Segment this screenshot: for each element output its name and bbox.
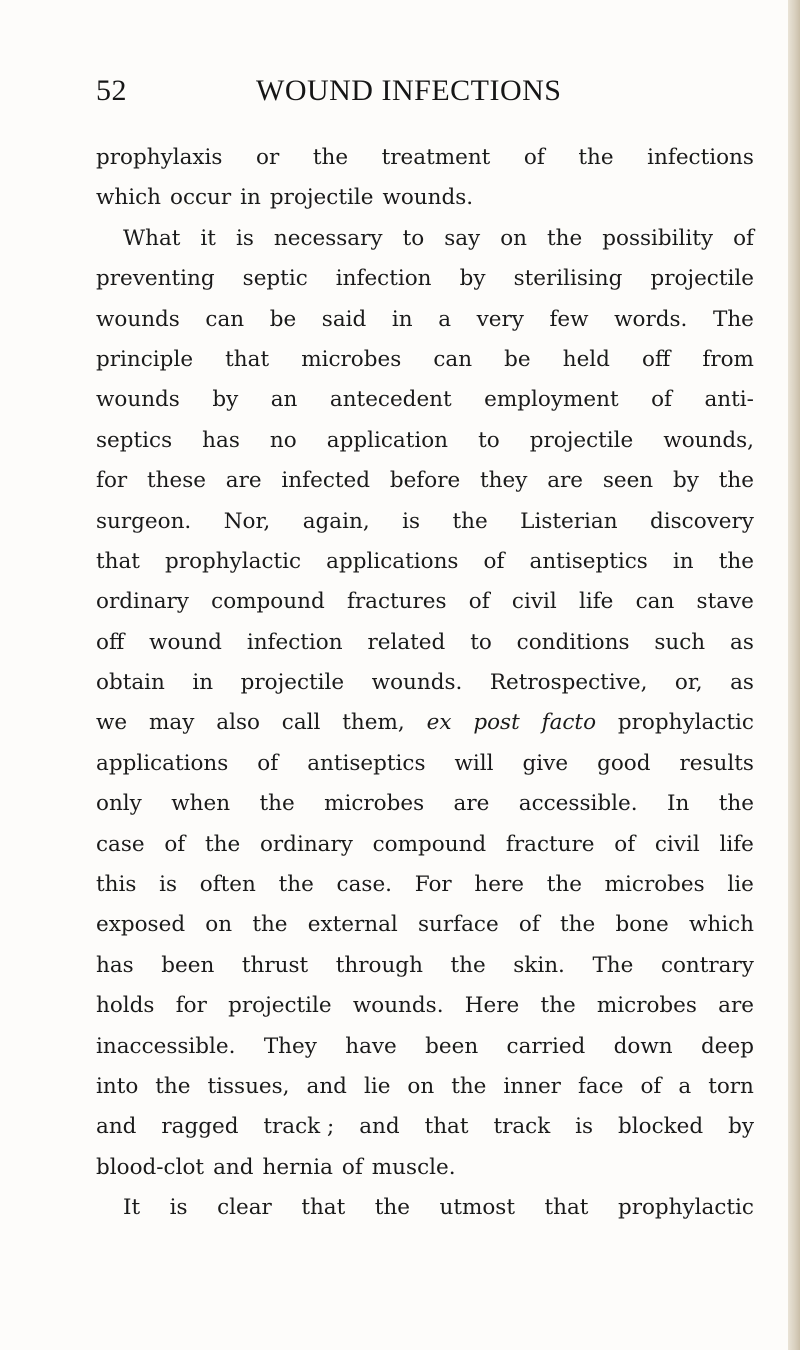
word: track [493, 1114, 551, 1140]
word: wounds [96, 387, 180, 413]
word: often [199, 872, 256, 898]
word: them, [342, 710, 405, 736]
word: of [651, 387, 672, 413]
word: on [205, 912, 233, 938]
word: the [578, 145, 614, 170]
word: life [719, 831, 754, 857]
word: necessary [273, 225, 383, 251]
word: employment [484, 387, 619, 413]
word: related [367, 629, 446, 655]
word: the [560, 912, 596, 938]
word: civil [654, 831, 700, 857]
word: will [454, 750, 494, 776]
word: projectile [269, 185, 374, 211]
word: antiseptics [529, 548, 648, 574]
word: Listerian [520, 508, 618, 534]
word: external [307, 912, 398, 938]
word: held [562, 346, 610, 372]
text-line [96, 825, 754, 865]
word: by [728, 1114, 754, 1140]
word: has [96, 952, 134, 978]
word: of [341, 1154, 363, 1180]
word: the [374, 1195, 410, 1221]
word: only [96, 791, 142, 817]
word: carried [506, 1033, 586, 1059]
text-line [96, 582, 754, 622]
text-line [96, 865, 754, 905]
word: stave [696, 589, 754, 615]
word: The [592, 952, 634, 978]
word: possibility [602, 225, 714, 251]
word: antiseptics [307, 750, 426, 776]
word: is [402, 508, 421, 534]
word: this [96, 872, 137, 898]
word: exposed [96, 912, 186, 938]
word: that [225, 346, 270, 372]
word: from [702, 346, 754, 372]
word: into [96, 1073, 139, 1099]
text-line [96, 542, 754, 582]
word: face [577, 1073, 624, 1099]
word: and [306, 1073, 347, 1099]
word: conditions [516, 629, 630, 655]
word: lie [727, 872, 754, 898]
text-line [96, 1188, 754, 1228]
word: is [169, 1195, 188, 1221]
word: the [718, 791, 754, 817]
word: discovery [650, 508, 754, 534]
text-line [96, 219, 754, 259]
page-edge-shadow [788, 0, 800, 1350]
word: by [459, 266, 486, 292]
text-line [96, 946, 754, 986]
word: For [414, 872, 452, 898]
word: that [96, 548, 140, 574]
word: has [202, 427, 240, 453]
word: are [453, 791, 490, 817]
word: on [407, 1073, 435, 1099]
word: civil [511, 589, 557, 615]
word: fracture [505, 831, 595, 857]
word: good [597, 750, 651, 776]
word: surface [418, 912, 499, 938]
word: say [444, 225, 481, 251]
word: inaccessible. [96, 1033, 236, 1059]
text-line [96, 703, 754, 743]
word: the [205, 831, 241, 857]
word: for [175, 993, 207, 1019]
word: case. [336, 872, 392, 898]
word: torn [708, 1073, 754, 1099]
word: fractures [346, 589, 447, 615]
word: applications [96, 750, 229, 776]
word: sterilising [513, 266, 623, 292]
word: results [679, 750, 754, 776]
word: be [504, 346, 531, 372]
word: such [654, 629, 706, 655]
word: application [326, 427, 449, 453]
word: wounds. [352, 993, 444, 1019]
word: before [389, 468, 461, 494]
word: wounds. [371, 670, 463, 696]
word: off [96, 629, 125, 655]
text-line [96, 461, 754, 501]
word: case [96, 831, 145, 857]
word: bone [615, 912, 669, 938]
text-line [96, 986, 754, 1026]
word: ragged [161, 1114, 239, 1140]
word: the [451, 1073, 487, 1099]
word: as [730, 629, 754, 655]
word: also [216, 710, 260, 736]
body-text [96, 138, 754, 1229]
text-line [96, 905, 754, 945]
word: They [263, 1033, 317, 1059]
word: Here [464, 993, 520, 1019]
word: give [522, 750, 569, 776]
word: can [433, 346, 473, 372]
word: through [335, 952, 423, 978]
word: surgeon. [96, 508, 192, 534]
word: that [544, 1195, 589, 1221]
word: may [149, 710, 195, 736]
word: and [96, 1114, 137, 1140]
word: infected [281, 468, 370, 494]
word: wounds. [382, 185, 474, 211]
text-line [96, 259, 754, 299]
word: microbes [604, 872, 705, 898]
text-line [96, 421, 754, 461]
word: track ; [263, 1114, 335, 1140]
word: wound [149, 629, 222, 655]
text-line [96, 1148, 754, 1188]
word: said [321, 306, 367, 332]
text-line [96, 178, 754, 218]
word: treatment [381, 145, 491, 170]
page-header [96, 74, 756, 114]
word: facto [541, 710, 597, 736]
word: call [281, 710, 321, 736]
word: can [635, 589, 675, 615]
word: ordinary [259, 831, 353, 857]
text-line [96, 380, 754, 420]
word: and [213, 1154, 254, 1180]
word: on [500, 225, 527, 251]
word: words. [614, 306, 688, 332]
word: lie [363, 1073, 391, 1099]
word: again, [302, 508, 370, 534]
word: What [123, 225, 181, 251]
text-line [96, 502, 754, 542]
word: the [155, 1073, 191, 1099]
word: projectile [228, 993, 332, 1019]
word: anti- [704, 387, 754, 413]
word: infection [246, 629, 343, 655]
word: microbes [301, 346, 402, 372]
word: an [270, 387, 298, 413]
word: microbes [324, 791, 425, 817]
word: which [96, 185, 162, 211]
word: microbes [596, 993, 697, 1019]
word: a [438, 306, 452, 332]
text-line [96, 623, 754, 663]
word: or, [674, 670, 703, 696]
text-line [96, 300, 754, 340]
word: the [452, 508, 488, 534]
word: of [518, 912, 540, 938]
word: of [640, 1073, 662, 1099]
word: by [212, 387, 239, 413]
word: in [192, 670, 214, 696]
word: clear [217, 1195, 272, 1221]
text-line [96, 1027, 754, 1067]
word: for [96, 468, 128, 494]
text-line [96, 663, 754, 703]
word: septic [242, 266, 308, 292]
word: prophylaxis [96, 145, 223, 170]
word: the [450, 952, 486, 978]
word: contrary [660, 952, 754, 978]
word: prophylactic [617, 710, 754, 736]
word: post [473, 710, 520, 736]
word: by [672, 468, 699, 494]
word: is [575, 1114, 594, 1140]
word: preventing [96, 266, 215, 292]
word: in [391, 306, 413, 332]
word: or [256, 145, 280, 170]
word: are [547, 468, 584, 494]
word: the [718, 548, 754, 574]
word: and [359, 1114, 400, 1140]
word: infection [335, 266, 432, 292]
running-head: WOUND INFECTIONS [256, 74, 562, 107]
word: blood-clot [96, 1154, 205, 1180]
word: projectile [529, 427, 634, 453]
word: been [161, 952, 215, 978]
word: skin. [513, 952, 565, 978]
word: ordinary [96, 589, 189, 615]
word: of [257, 750, 279, 776]
word: life [578, 589, 614, 615]
word: of [164, 831, 186, 857]
word: wounds, [663, 427, 754, 453]
word: hernia [262, 1154, 333, 1180]
word: that [301, 1195, 346, 1221]
word: prophylactic [165, 548, 302, 574]
word: that [424, 1114, 469, 1140]
word: occur [170, 185, 232, 211]
word: to [470, 629, 492, 655]
word: in [240, 185, 261, 211]
text-line [96, 1067, 754, 1107]
word: utmost [439, 1195, 515, 1221]
word: In [666, 791, 690, 817]
word: have [345, 1033, 397, 1059]
word: blocked [618, 1114, 704, 1140]
word: obtain [96, 670, 165, 696]
word: in [672, 548, 694, 574]
word: of [523, 145, 545, 170]
word: inner [503, 1073, 561, 1099]
word: projectile [240, 670, 345, 696]
word: it [200, 225, 216, 251]
word: principle [96, 346, 194, 372]
word: they [480, 468, 528, 494]
word: we [96, 710, 128, 736]
word: of [483, 548, 505, 574]
word: be [269, 306, 297, 332]
word: is [159, 872, 178, 898]
word: holds [96, 993, 155, 1019]
word: been [425, 1033, 479, 1059]
word: which [688, 912, 754, 938]
word: septics [96, 427, 173, 453]
word: the [259, 791, 295, 817]
text-line [96, 744, 754, 784]
word: compound [372, 831, 487, 857]
word: tissues, [207, 1073, 290, 1099]
text-line [96, 1107, 754, 1147]
word: to [402, 225, 425, 251]
word: seen [602, 468, 654, 494]
text-line [96, 138, 754, 178]
word: It [123, 1195, 141, 1221]
word: the [546, 872, 582, 898]
word: applications [326, 548, 459, 574]
word: Nor, [223, 508, 271, 534]
word: very [476, 306, 524, 332]
word: muscle. [371, 1154, 456, 1180]
word: of [614, 831, 636, 857]
word: the [312, 145, 349, 170]
word: no [269, 427, 297, 453]
word: the [252, 912, 288, 938]
word: of [733, 225, 754, 251]
word: to [478, 427, 500, 453]
word: The [712, 306, 754, 332]
word: here [474, 872, 524, 898]
word: wounds [96, 306, 180, 332]
word: antecedent [329, 387, 452, 413]
word: of [468, 589, 490, 615]
text-line [96, 340, 754, 380]
word: off [642, 346, 671, 372]
word: projectile [650, 266, 754, 292]
word: a [678, 1073, 692, 1099]
word: compound [211, 589, 325, 615]
word: when [171, 791, 231, 817]
word: as [730, 670, 754, 696]
word: these [147, 468, 206, 494]
word: is [235, 225, 254, 251]
text-line [96, 784, 754, 824]
word: the [278, 872, 314, 898]
word: are [718, 993, 754, 1019]
page-number: 52 [96, 74, 127, 107]
word: Retrospective, [489, 670, 648, 696]
word: thrust [241, 952, 309, 978]
word: the [547, 225, 583, 251]
word: are [225, 468, 262, 494]
word: the [540, 993, 576, 1019]
word: prophylactic [617, 1195, 754, 1221]
word: few [549, 306, 589, 332]
word: can [205, 306, 245, 332]
word: down [613, 1033, 673, 1059]
word: deep [700, 1033, 754, 1059]
word: infections [647, 145, 754, 170]
word: accessible. [518, 791, 638, 817]
word: ex [426, 710, 452, 736]
word: the [718, 468, 754, 494]
